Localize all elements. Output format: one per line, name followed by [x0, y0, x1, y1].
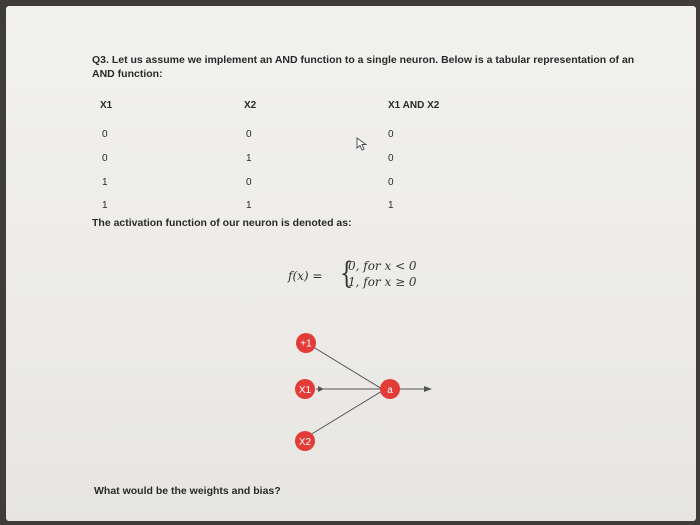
- edge-bias-output: [310, 345, 382, 389]
- output-node-label: a: [387, 385, 393, 396]
- cell-r4-x2: 1: [246, 200, 252, 211]
- header-x2: X2: [244, 100, 257, 111]
- cell-r4-and: 1: [388, 200, 394, 211]
- x2-node-label: X2: [298, 437, 312, 448]
- cell-r3-and: 0: [388, 177, 394, 188]
- cell-r1-x1: 0: [102, 129, 108, 140]
- cell-r2-x1: 0: [102, 153, 108, 164]
- cell-r1-and: 0: [388, 129, 394, 140]
- document-page: [6, 6, 696, 521]
- arrow-output: [424, 386, 432, 392]
- arrow-x1: [318, 386, 324, 392]
- edge-x2-output: [310, 391, 382, 435]
- cell-r3-x1: 1: [102, 177, 108, 188]
- closing-question: What would be the weights and bias?: [94, 485, 281, 497]
- formula-fx: f(x) =: [288, 269, 323, 283]
- header-and: X1 AND X2: [388, 100, 440, 111]
- bias-node-label: +1: [300, 338, 312, 350]
- formula-case-2: 1, for x ≥ 0: [348, 275, 417, 289]
- cell-r1-x2: 0: [246, 129, 252, 140]
- question-text: Q3. Let us assume we implement an AND function to a single neuron. Below is a tabular representation of an AND function:: [92, 54, 635, 80]
- x1-node-label: X1: [298, 385, 312, 396]
- activation-label: The activation function of our neuron is denoted as:: [92, 217, 352, 229]
- cell-r2-x2: 1: [246, 153, 252, 164]
- formula-case-1: 0, for x < 0: [348, 259, 417, 273]
- mouse-cursor-icon: [356, 137, 368, 151]
- cell-r3-x2: 0: [246, 177, 252, 188]
- cell-r2-and: 0: [388, 153, 394, 164]
- formula-brace: {: [339, 256, 354, 291]
- cell-r4-x1: 1: [102, 200, 108, 211]
- header-x1: X1: [100, 100, 113, 111]
- neuron-diagram: [286, 331, 446, 461]
